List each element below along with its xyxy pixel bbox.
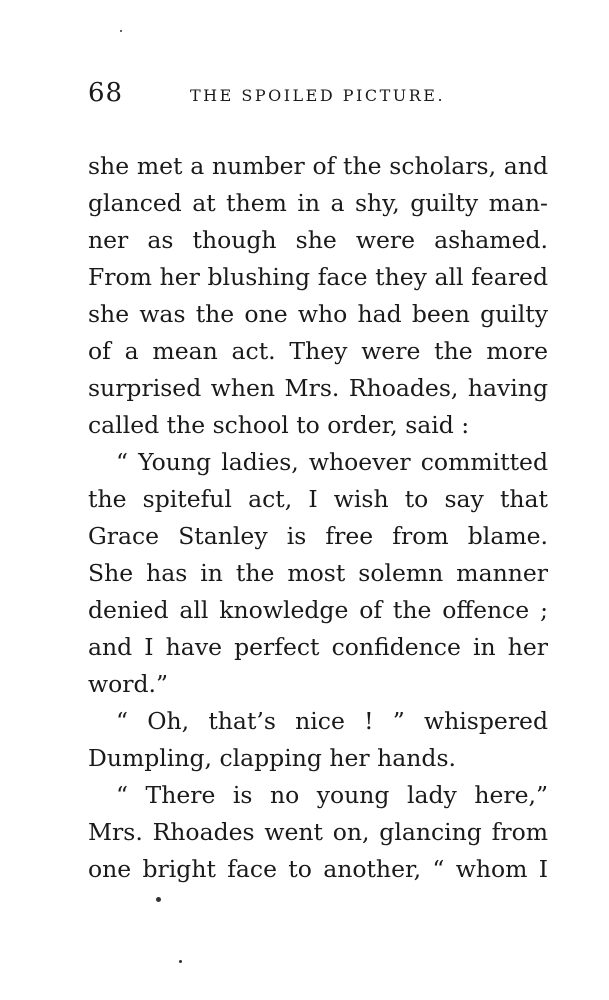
text-line: “ Young ladies, whoever committed [116, 448, 548, 476]
running-title: THE SPOILED PICTURE. [190, 86, 446, 105]
text-line: glanced at them in a shy, guilty man- [88, 189, 548, 217]
text-line: Dumpling, clapping her hands. [88, 744, 456, 772]
text-line: and I have perfect confidence in her [88, 633, 548, 661]
text-line: Mrs. Rhoades went on, glancing from [88, 818, 548, 846]
text-line: ner as though she were ashamed. [88, 226, 548, 254]
text-line: She has in the most solemn manner [88, 559, 548, 587]
text-line: Grace Stanley is free from blame. [88, 522, 548, 550]
text-line: the spiteful act, I wish to say that [88, 485, 548, 513]
page-header [88, 78, 548, 118]
text-line: of a mean act. They were the more [88, 337, 548, 365]
text-line: one bright face to another, “ whom I [88, 855, 548, 883]
body-text [88, 148, 548, 888]
text-line: she met a number of the scholars, and [88, 152, 548, 180]
ink-speck [179, 960, 182, 963]
page-number: 68 [88, 78, 124, 108]
text-line: “ There is no young lady here,” [116, 781, 548, 809]
text-line: called the school to order, said : [88, 411, 470, 439]
text-line: From her blushing face they all feared [88, 263, 548, 291]
text-line: she was the one who had been guilty [88, 300, 548, 328]
ink-speck [120, 30, 122, 32]
ink-speck [156, 897, 161, 902]
text-line: denied all knowledge of the offence ; [88, 596, 548, 624]
text-line: surprised when Mrs. Rhoades, having [88, 374, 548, 402]
text-line: “ Oh, that’s nice ! ” whispered [116, 707, 548, 735]
text-line: word.” [88, 670, 169, 698]
